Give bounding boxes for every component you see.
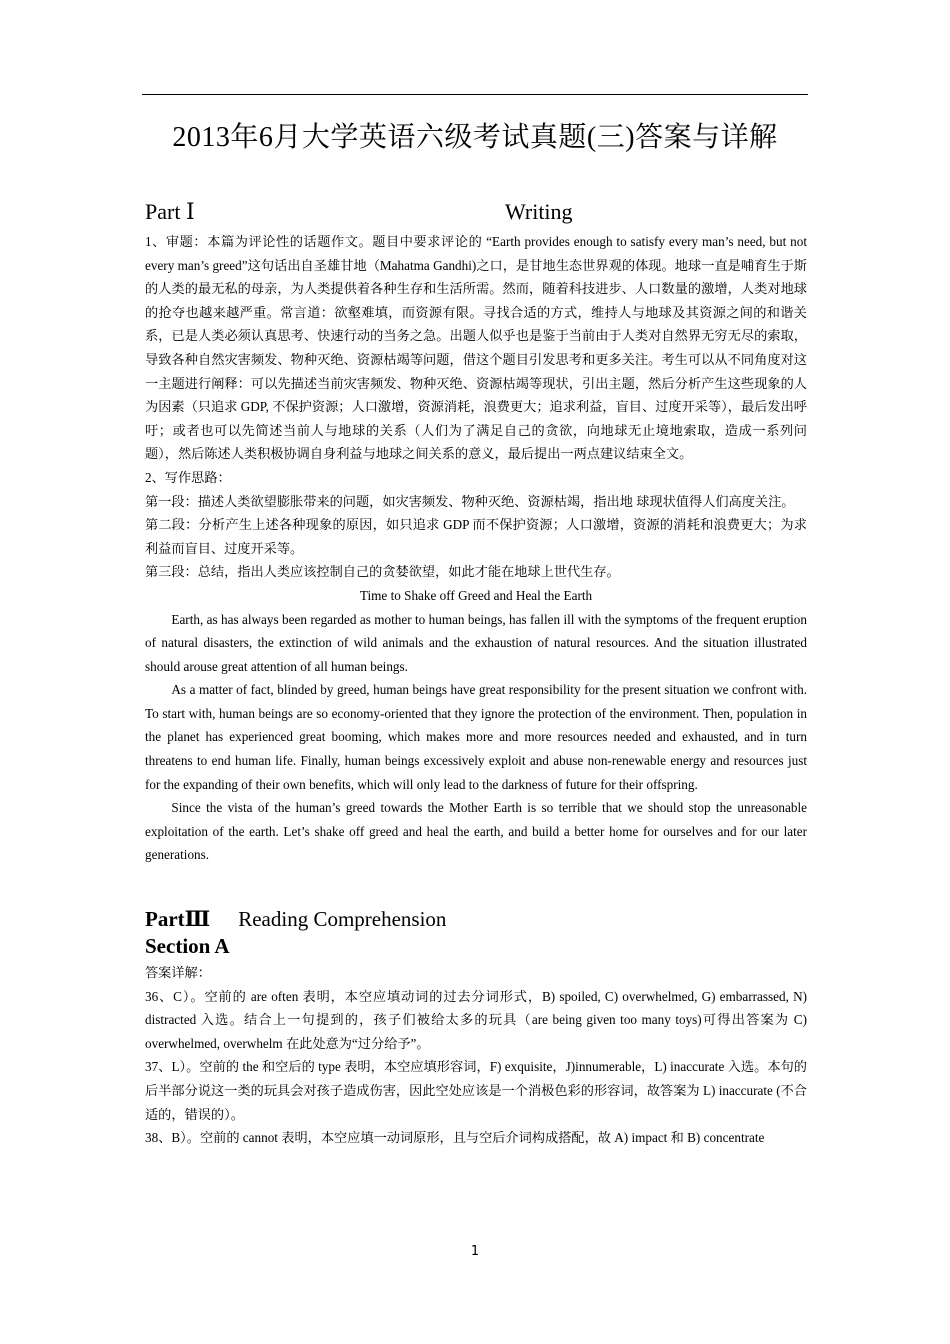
part3-name: Reading Comprehension — [238, 907, 447, 932]
outline-para-2: 第二段：分析产生上述各种现象的原因，如只追求 GDP 而不保护资源；人口激增，资源的消耗和浪费更大；为求利益而盲目、过度开采等。 — [145, 517, 807, 556]
part3-label: PartⅢ — [145, 907, 211, 932]
part1-name: Writing — [505, 199, 573, 224]
page-title: 2013年6月大学英语六级考试真题(三)答案与详解 — [172, 122, 778, 153]
essay-para-1: Earth, as has always been regarded as mother to human beings, has fallen ill with the symptoms of the frequent eruption of natural disasters, the extinction of wild animals and the exhaustion of natural resources. And the situation illustrated should arouse great attention of all human beings. — [145, 611, 807, 674]
section-heading: Section A — [145, 934, 230, 959]
header-rule — [142, 94, 808, 95]
spacer — [145, 867, 807, 905]
document-body — [145, 194, 807, 1150]
essay-para-2: As a matter of fact, blinded by greed, human beings have great responsibility for the present situation we confront with. To start with, human beings are so economy-oriented that they ignore the protection of the environment. Then, population in the planet has experienced great booming, which makes more and more resources needed and exhausted, and in turn threatens to end human life. Finally, human beings excessively exploit and abuse non-renewable energy and resources just for the expanding of their own benefits, which will only lead to the darkness of future for their offspring. — [145, 682, 807, 792]
analysis-paragraph: 1、审题：本篇为评论性的话题作文。题目中要求评论的 “Earth provides enough to satisfy every man’s need, but not every man’s greed”这句话出自圣雄甘地（Mahatma Gandhi)之口，是甘地生态世界观的体现。地球一直是哺育生于斯的人类的最无私的母亲，为人类提供着各种生存和生活所需。然而，随着科技进步、人口数量的激增，人类对地球的抢夺也越来越严重。常言道：欲壑难填，而资源有限。寻找合适的方式，维持人与地球及其资源之间的和谐关系，已是人类必须认真思考、快速行动的当务之急。出题人似乎也是鉴于当前由于人类对自然界无穷无尽的索取，导致各种自然灾害频发、物种灭绝、资源枯竭等问题，借这个题目引发思考和更多关注。考生可以从不同角度对这一主题进行阐释：可以先描述当前灾害频发、物种灭绝、资源枯竭等现状，引出主题，然后分析产生这些现象的人为因素（只追求 GDP, 不保护资源；人口激增，资源消耗，浪费更大；追求利益，盲目、过度开采等），最后发出呼吁；或者也可以先简述当前人与地球的关系（人们为了满足自己的贪欲，向地球无止境地索取，造成一系列问题），然后陈述人类积极协调自身利益与地球之间关系的意义，最后提出一两点建议结束全文。 — [145, 234, 807, 462]
outline-para-3: 第三段：总结，指出人类应该控制自己的贪婪欲望，如此才能在地球上世代生存。 — [145, 564, 620, 580]
essay-para-3: Since the vista of the human’s greed towards the Mother Earth is so terrible that we should stop the unreasonable exploitation of the earth. Let’s shake off greed and heal the earth, and build a better home for ourselves and for our later generations. — [145, 800, 807, 863]
page-number: 1 — [470, 1244, 480, 1259]
part1-label: Part Ⅰ — [145, 199, 195, 224]
part3-heading — [145, 905, 807, 933]
answer-36: 36、C）。空前的 are often 表明，本空应填动词的过去分词形式，B) spoiled, C) overwhelmed, G) embarrassed, N) distracted 入选。结合上一句提到的，孩子们被给太多的玩具（are being given too many toys)可得出答案为 C) overwhelmed, overwhelm 在此处意为“过分给予”。 — [145, 988, 807, 1051]
outline-para-1: 第一段：描述人类欲望膨胀带来的问题，如灾害频发、物种灭绝、资源枯竭，指出地 球现状值得人们高度关注。 — [145, 493, 795, 509]
answers-intro: 答案详解： — [145, 965, 211, 981]
essay-title: Time to Shake off Greed and Heal the Earth — [359, 587, 593, 603]
answer-37: 37、L）。空前的 the 和空后的 type 表明，本空应填形容词，F) exquisite，J)innumerable，L) inaccurate 入选。本句的后半部分说这一类的玩具会对孩子造成伤害，因此空处应该是一个消极色彩的形容词，故答案为 L) inaccurate (不合适的，错误的）。 — [145, 1059, 807, 1122]
outline-heading: 2、写作思路： — [145, 469, 231, 485]
answer-38: 38、B）。空前的 cannot 表明，本空应填一动词原形，且与空后介词构成搭配，故 A) impact 和 B) concentrate — [145, 1130, 765, 1146]
part1-heading — [145, 194, 807, 230]
